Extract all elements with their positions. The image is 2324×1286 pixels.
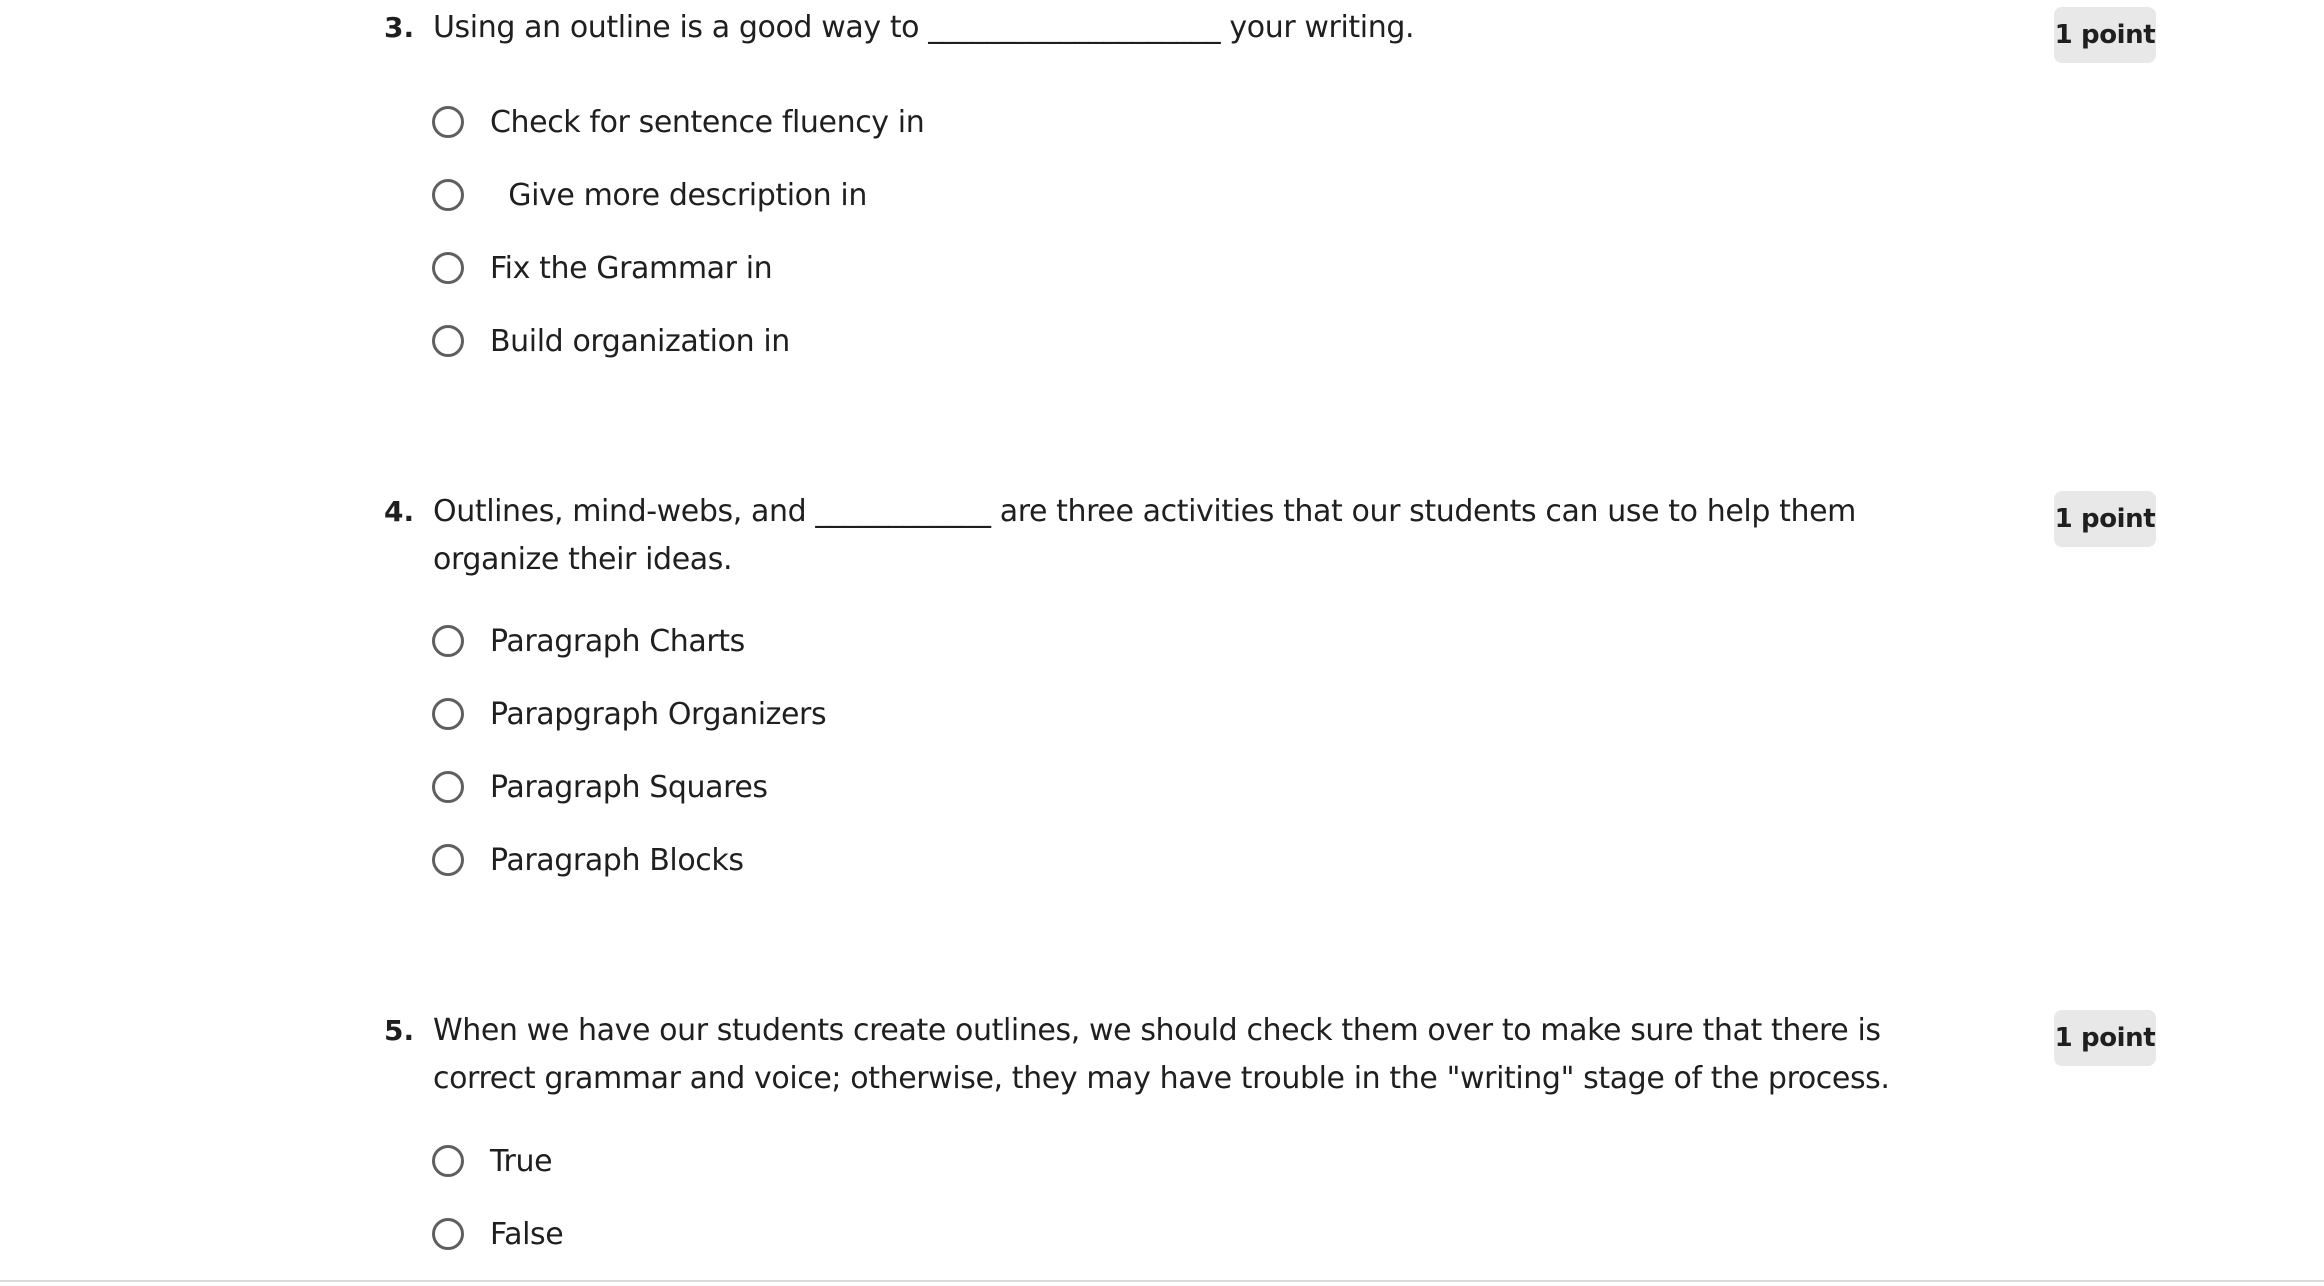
option-radio[interactable] bbox=[432, 173, 1432, 217]
points-badge: 1 point bbox=[2054, 491, 2156, 547]
option-radio[interactable] bbox=[432, 838, 1432, 882]
question-number: 3. bbox=[384, 11, 415, 44]
option-label: Paragraph Squares bbox=[490, 769, 768, 805]
radio-circle-icon[interactable] bbox=[432, 179, 464, 211]
option-label: Give more description in bbox=[490, 177, 867, 213]
option-label: False bbox=[490, 1216, 564, 1252]
option-label: Build organization in bbox=[490, 323, 790, 359]
radio-circle-icon[interactable] bbox=[432, 106, 464, 138]
option-radio[interactable] bbox=[432, 319, 1432, 363]
points-badge: 1 point bbox=[2054, 7, 2156, 63]
option-radio[interactable] bbox=[432, 619, 1432, 663]
option-radio[interactable] bbox=[432, 1212, 1432, 1256]
question-number: 4. bbox=[384, 495, 415, 528]
radio-circle-icon[interactable] bbox=[432, 844, 464, 876]
radio-circle-icon[interactable] bbox=[432, 1145, 464, 1177]
option-label: Paragraph Charts bbox=[490, 623, 745, 659]
question-text: When we have our students create outlines, we should check them over to make sure that there is correct grammar and voice; otherwise, they may have trouble in the "writing" stage of the process. bbox=[433, 1013, 1890, 1096]
option-radio[interactable] bbox=[432, 100, 1432, 144]
question-text: Outlines, mind-webs, and ____________ are three activities that our students can use to help them organize their ideas. bbox=[433, 494, 1856, 577]
points-badge: 1 point bbox=[2054, 1010, 2156, 1066]
question-number: 5. bbox=[384, 1014, 415, 1047]
option-label: Parapgraph Organizers bbox=[490, 696, 827, 732]
radio-circle-icon[interactable] bbox=[432, 625, 464, 657]
option-radio[interactable] bbox=[432, 1139, 1432, 1183]
radio-circle-icon[interactable] bbox=[432, 252, 464, 284]
option-label: Fix the Grammar in bbox=[490, 250, 773, 286]
option-radio[interactable] bbox=[432, 765, 1432, 809]
radio-circle-icon[interactable] bbox=[432, 771, 464, 803]
option-label: True bbox=[490, 1143, 553, 1179]
question-text: Using an outline is a good way to ____________________ your writing. bbox=[433, 10, 1415, 45]
option-label: Paragraph Blocks bbox=[490, 842, 744, 878]
radio-circle-icon[interactable] bbox=[432, 325, 464, 357]
radio-circle-icon[interactable] bbox=[432, 698, 464, 730]
option-radio[interactable] bbox=[432, 246, 1432, 290]
option-radio[interactable] bbox=[432, 692, 1432, 736]
page-divider bbox=[0, 1280, 2324, 1282]
option-label: Check for sentence fluency in bbox=[490, 104, 925, 140]
radio-circle-icon[interactable] bbox=[432, 1218, 464, 1250]
